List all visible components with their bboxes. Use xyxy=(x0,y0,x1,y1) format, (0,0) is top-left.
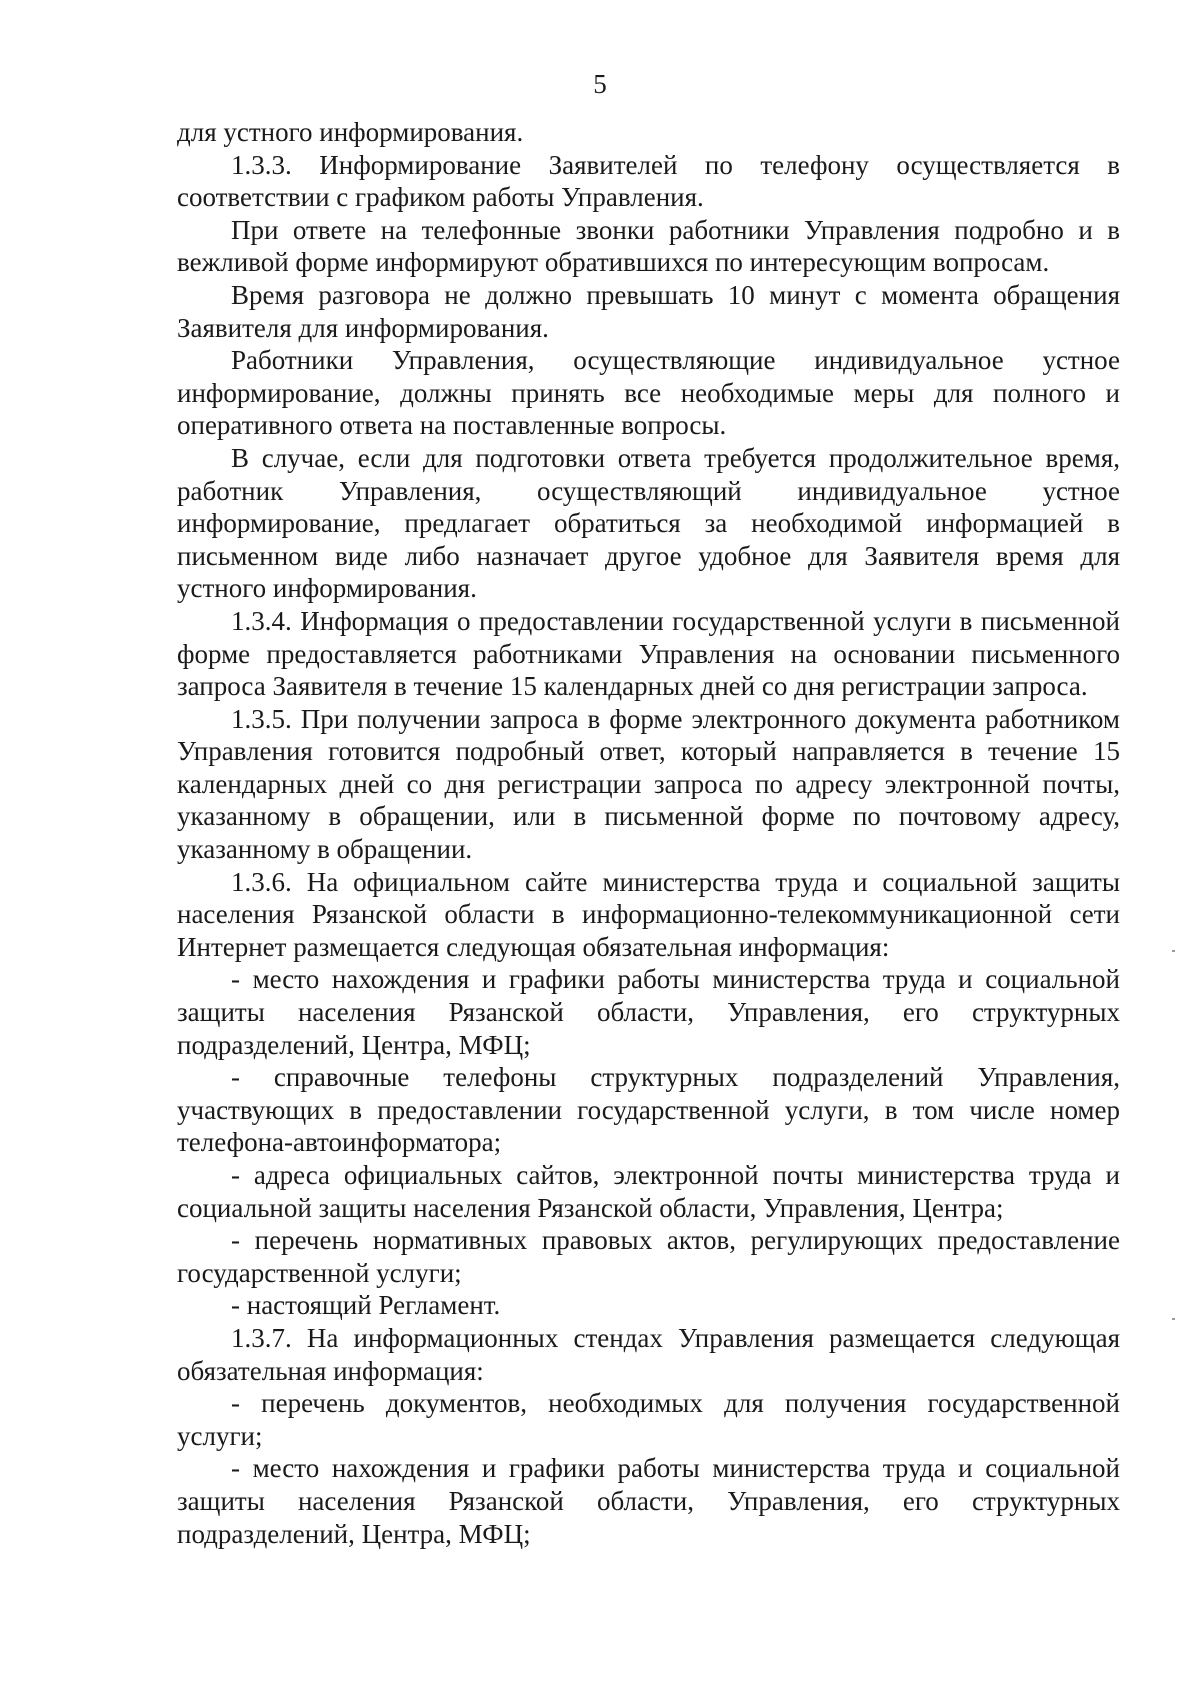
paragraph-phone-answers: При ответе на телефонные звонки работники Управления подробно и в вежливой форме информируют обратившихся по интересующим вопросам. xyxy=(177,214,1120,278)
paragraph-staff-measures: Работники Управления, осуществляющие индивидуальное устное информирование, должны принять все необходимые меры для полного и оперативного ответа на поставленные вопросы. xyxy=(177,345,1120,441)
page-number: 5 xyxy=(593,69,607,99)
paragraph-1-3-7: 1.3.7. На информационных стендах Управления размещается следующая обязательная информация: xyxy=(177,1322,1120,1386)
document-body xyxy=(177,116,1120,1550)
paragraph-1-3-5: 1.3.5. При получении запроса в форме электронного документа работником Управления готовится подробный ответ, который направляется в течение 15 календарных дней со дня регистрации запроса по адресу электронной почты, указанному в обращении, или в письменной форме по почтовому адресу, указанному в обращении. xyxy=(177,703,1120,865)
paragraph-1-3-4: 1.3.4. Информация о предоставлении государственной услуги в письменной форме предоставляется работниками Управления на основании письменного запроса Заявителя в течение 15 календарных дней со дня регистрации запроса. xyxy=(177,605,1120,702)
list-item-legal-acts: - перечень нормативных правовых актов, регулирующих предоставление государственной услуги; xyxy=(177,1225,1120,1288)
list-item-documents: - перечень документов, необходимых для получения государственной услуги; xyxy=(177,1388,1120,1451)
paragraph-continuation: для устного информирования. xyxy=(177,117,524,147)
paragraph-long-answer: В случае, если для подготовки ответа требуется продолжительное время, работник Управления, осуществляющий индивидуальное устное информирование, предлагает обратиться за необходимой информацией в письменном виде либо назначает другое удобное для Заявителя время для устного информирования. xyxy=(177,442,1120,604)
list-item-location: - место нахождения и графики работы министерства труда и социальной защиты населения Рязанской области, Управления, его структурных подразделений, Центра, МФЦ; xyxy=(177,964,1120,1060)
list-item-regulation: - настоящий Регламент. xyxy=(231,1290,501,1321)
scan-mark xyxy=(1172,950,1175,952)
list-item-phones: - справочные телефоны структурных подразделений Управления, участвующих в предоставлении государственной услуги, в том числе номер телефона-автоинформатора; xyxy=(177,1062,1120,1158)
scan-mark xyxy=(1172,1318,1175,1320)
list-item-websites: - адреса официальных сайтов, электронной почты министерства труда и социальной защиты населения Рязанской области, Управления, Центра; xyxy=(177,1160,1120,1223)
list-item-location-2: - место нахождения и графики работы министерства труда и социальной защиты населения Рязанской области, Управления, его структурных подразделений, Центра, МФЦ; xyxy=(177,1453,1120,1549)
paragraph-talk-time: Время разговора не должно превышать 10 минут с момента обращения Заявителя для информирования. xyxy=(177,279,1120,343)
paragraph-1-3-6: 1.3.6. На официальном сайте министерства труда и социальной защиты населения Рязанской области в информационно-телекоммуникационной сети Интернет размещается следующая обязательная информация: xyxy=(177,866,1120,962)
paragraph-1-3-3: 1.3.3. Информирование Заявителей по телефону осуществляется в соответствии с графиком работы Управления. xyxy=(177,149,1120,213)
